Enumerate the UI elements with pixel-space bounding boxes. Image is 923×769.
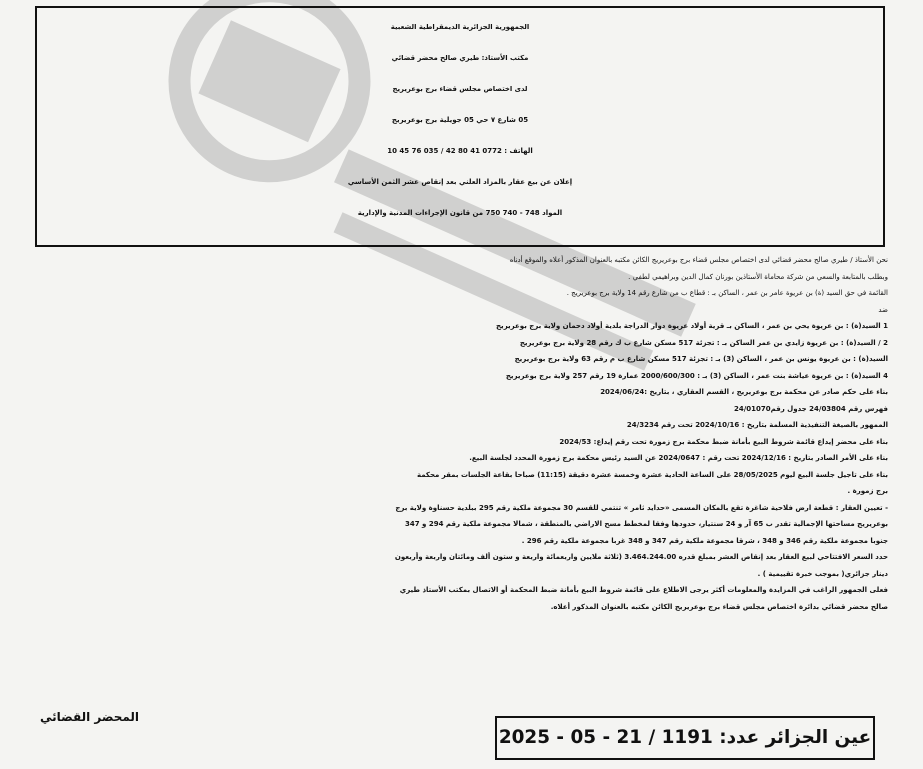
body-line: جنوبا مجموعة ملكية رقم 346 و 348 ، شرقا مجموعة ملكية رقم 347 و 348 غربا مجموعة ملكية رقم 296 .	[521, 536, 888, 545]
body-line: بناء على محضر إيداع قائمة شروط البيع بأمانة ضبط محكمة برج زمورة تحت رقم إيداع: 2024/53	[559, 437, 888, 446]
body-line: 1 السيد(ة) : بن عريوة يحي بن عمر ، الساكن بـ قرية أولاد عريوة دوار الدراجة بلدية أولاد دحمان ولاية برج بوعريريج	[496, 322, 888, 330]
body-line: - تعيين العقار : قطعة ارض فلاحية شاغرة تقع بالمكان المسمى «حدايد ثامر » تنتمي للقسم 30 مجموعة ملكية رقم 295 ببلدية حسناوة ولاية برج	[395, 503, 888, 512]
header-address: 05 شارع ٧ حي 05 جويلية برج بوعريريج	[391, 116, 529, 124]
header-announcement-title: إعلان عن بيع عقار بالمزاد العلني بعد إنقاص عشر الثمن الأساسي	[347, 178, 573, 186]
header-jurisdiction: لدى اختصاص مجلس قضاء برج بوعريريج	[392, 85, 528, 93]
body-line: حدد السعر الافتتاحي لبيع العقار بعد إنقاص العشر بمبلغ قدره 3.464.244.00 (ثلاثة ملايين واربعمائة واربعة و ستون ألف ومائتان واربعة وأربعون	[394, 553, 888, 561]
body-line: السيد(ة) : بن عريوة يونس بن عمر ، الساكن (3) بـ : تجزئة 517 مسكن شارع ب م رقم 63 ولاية برج بوعريريج	[514, 355, 888, 363]
body-line: بناء على الأمر الصادر بتاريخ : 2024/12/16 تحت رقم : 2024/0647 عن السيد رئيس محكمة برج زمورة المحدد لجلسة البيع.	[469, 454, 888, 462]
announcement-body	[36, 252, 888, 615]
body-line: بناء على تاجيل جلسة البيع ليوم 28/05/2025 على الساعة الحادية عشرة وخمسة عشرة دقيقة (11:15) صباحا بقاعة الجلسات بمقر محكمة	[416, 470, 888, 479]
signature-label: المحضر القضائي	[40, 710, 140, 724]
publication-footer: عين الجزائر عدد: 1191 / 21 - 05 - 2025	[495, 716, 875, 760]
header-republic: الجمهورية الجزائرية الديمقراطية الشعبية	[390, 23, 530, 31]
body-line: دينار جزائري( بموجب خبرة تقييمية ) .	[757, 569, 888, 578]
body-line: 2 / السيد(ة) : بن عريوة زايدي بن عمر الساكن بـ : تجزئة 517 مسكن شارع ب ك رقم 28 ولاية برج بوعريريج	[519, 338, 888, 347]
header-articles: المواد 748 - 740 750 من قانون الإجراءات المدنية والإدارية	[357, 209, 563, 217]
body-line: الممهور بالصيغة التنفيذية المسلمة بتاريخ : 2024/10/16 تحت رقم 24/3234	[626, 421, 888, 429]
body-line: 4 السيد(ة) : بن عريوة عياشة بنت عمر ، الساكن (3) بـ : 2000/600/300 عمارة 19 رقم 257 ولاية برج بوعريريج	[505, 371, 888, 380]
body-line: بناء على حكم صادر عن محكمة برج بوعريريج ، القسم العقاري ، بتاريخ :2024/06/24	[600, 388, 888, 396]
header-office: مكتب الأستاذ: طيري صالح محضر قضائي	[391, 54, 529, 62]
body-line: نحن الأستاذ / طيري صالح محضر قضائي لدى اختصاص مجلس قضاء برج بوعريريج الكائن مكتبه بالعنوان المذكور أعلاه والموقع أدناه	[509, 256, 888, 264]
body-line: ضد	[878, 305, 888, 314]
body-line: صالح محضر قضائي بدائرة اختصاص مجلس قضاء برج بوعريريج الكائن مكتبه بالعنوان المذكور أعلاه.	[550, 602, 888, 611]
body-line: برج زمورة .	[847, 487, 888, 495]
body-line: فهرس رقم 24/03804 جدول رقم24/01070	[733, 404, 888, 413]
body-line: وبطلب بالمتابعة والسعي من شركة محاماة الأستاذين بورنان كمال الدين وبراهيمي لطفي .	[628, 272, 888, 281]
body-line: فعلى الجمهور الراغب في المزايدة والمعلومات أكثر يرجى الاطلاع على قائمة شروط البيع بأمانة ضبط المحكمة أو الاتصال بمكتب الأستاذ طيري	[399, 586, 888, 594]
body-line: بوعريريج مساحتها الإجمالية تقدر ب 65 آر و 24 سنتيار، حدودها وفقا لمخطط مسح الاراضي بالمنطقة ، شمالا مجموعة ملكية رقم 294 و 347	[404, 520, 888, 528]
body-line: القائمة في حق السيد (ة) بن عريوة عامر بن عمر ، الساكن بـ : قطاع ب من شارع رقم 14 ولاية برج بوعريريج .	[566, 289, 888, 297]
header-phone: الهاتف : 0772 41 80 42 / 035 76 45 10	[387, 147, 533, 155]
header-box	[35, 6, 885, 247]
